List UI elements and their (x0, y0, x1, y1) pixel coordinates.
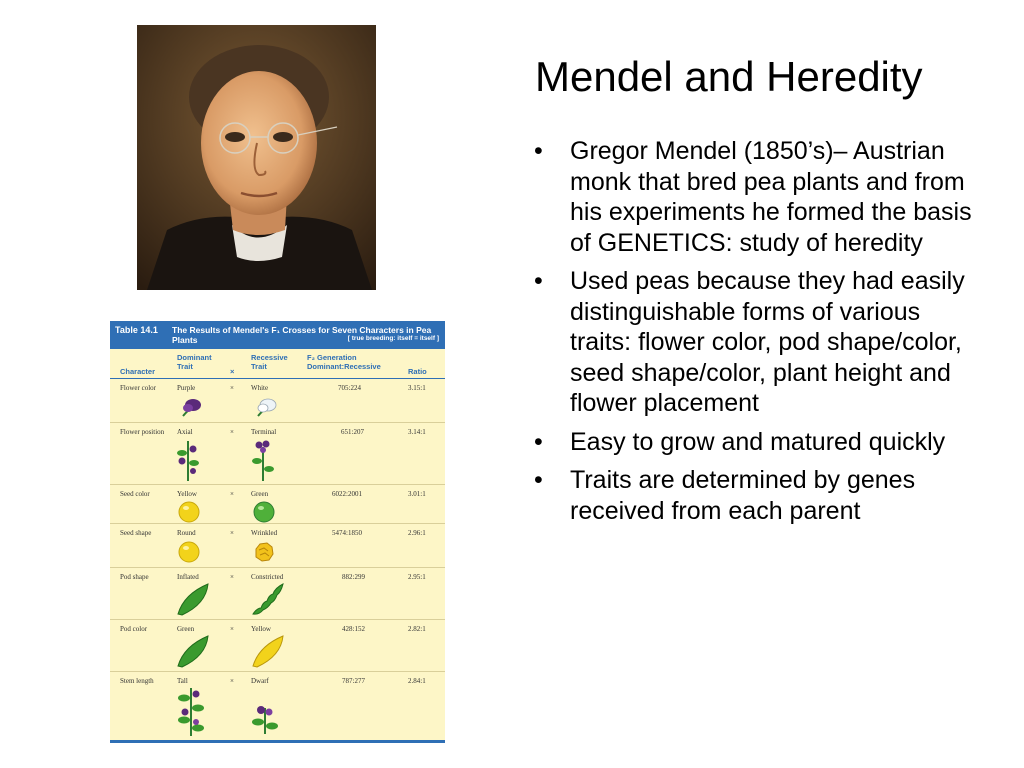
row-recessive: Constricted (251, 573, 284, 581)
inflated-pod-icon (176, 582, 212, 616)
header-dominant: Dominant Trait (177, 353, 212, 371)
table-note: [ true breeding: itself = itself ] (347, 335, 439, 342)
row-cross: × (230, 384, 234, 392)
bullet-icon: • (534, 466, 543, 494)
bullet-list (534, 136, 974, 534)
bullet-item (534, 266, 974, 419)
row-dominant: Axial (177, 428, 193, 436)
bullet-icon: • (534, 267, 543, 295)
row-f2: 5474:1850 (332, 529, 362, 537)
row-character: Pod color (120, 625, 148, 633)
row-dominant: Tall (177, 677, 188, 685)
bullet-text: Gregor Mendel (1850’s)– Austrian monk that bred pea plants and from his experiments he formed the basis of GENETICS: study of heredity (570, 137, 972, 257)
row-dominant: Inflated (177, 573, 199, 581)
row-character: Seed color (120, 490, 150, 498)
row-ratio: 3.15:1 (408, 384, 426, 392)
bullet-item (534, 427, 974, 458)
bullet-icon: • (534, 137, 543, 165)
row-recessive: Terminal (251, 428, 277, 436)
green-pod-icon (176, 634, 212, 668)
row-ratio: 2.95:1 (408, 573, 426, 581)
row-character: Seed shape (120, 529, 152, 537)
row-f2: 787:277 (342, 677, 365, 685)
yellow-pod-icon (251, 634, 287, 668)
row-recessive: Wrinkled (251, 529, 278, 537)
row-recessive: Green (251, 490, 269, 498)
bullet-text: Easy to grow and matured quickly (570, 427, 946, 456)
row-f2: 6022:2001 (332, 490, 362, 498)
bullet-item (534, 465, 974, 526)
mendel-portrait (137, 25, 376, 290)
row-f2: 882:299 (342, 573, 365, 581)
row-f2: 428:152 (342, 625, 365, 633)
row-dominant: Yellow (177, 490, 197, 498)
table-row (110, 672, 445, 738)
row-character: Flower color (120, 384, 156, 392)
row-f2: 651:207 (341, 428, 364, 436)
white-flower-icon (253, 396, 279, 420)
row-recessive: White (251, 384, 269, 392)
row-recessive: Dwarf (251, 677, 269, 685)
wrinkled-seed-icon (253, 541, 275, 563)
row-cross: × (230, 490, 234, 498)
mendel-crosses-table (110, 321, 445, 743)
row-character: Flower position (120, 428, 165, 436)
row-dominant: Green (177, 625, 195, 633)
row-dominant: Purple (177, 384, 196, 392)
bullet-text: Used peas because they had easily distinguishable forms of various traits: flower color, pod shape/color, seed shape/color, plant height and flower placement (570, 267, 965, 417)
table-row (110, 620, 445, 672)
row-cross: × (230, 428, 234, 436)
tall-plant-icon (176, 686, 206, 736)
bullet-item (534, 136, 974, 258)
row-cross: × (230, 677, 234, 685)
row-character: Stem length (120, 677, 154, 685)
table-row (110, 379, 445, 423)
header-ratio: Ratio (408, 367, 427, 376)
slide-title: Mendel and Heredity (535, 53, 923, 100)
table-title: The Results of Mendel's F₁ Crosses for Seven Characters in Pea Plants (172, 325, 432, 345)
purple-flower-icon (178, 396, 204, 420)
row-ratio: 2.84:1 (408, 677, 426, 685)
row-cross: × (230, 573, 234, 581)
table-number: Table 14.1 (115, 325, 158, 335)
row-f2: 705:224 (338, 384, 361, 392)
row-recessive: Yellow (251, 625, 271, 633)
yellow-seed-icon (178, 501, 200, 523)
header-f2: F₂ Generation Dominant:Recessive (307, 353, 381, 371)
round-seed-icon (178, 541, 200, 563)
green-seed-icon (253, 501, 275, 523)
row-character: Pod shape (120, 573, 149, 581)
table-row (110, 568, 445, 620)
header-cross: × (230, 367, 235, 376)
table-row (110, 524, 445, 568)
row-ratio: 3.14:1 (408, 428, 426, 436)
table-row (110, 485, 445, 524)
table-row (110, 423, 445, 485)
terminal-flower-plant-icon (251, 439, 275, 481)
row-ratio: 3.01:1 (408, 490, 426, 498)
axial-flower-plant-icon (176, 439, 200, 481)
row-ratio: 2.96:1 (408, 529, 426, 537)
row-ratio: 2.82:1 (408, 625, 426, 633)
header-recessive: Recessive Trait (251, 353, 288, 371)
dwarf-plant-icon (251, 702, 279, 734)
table-caption (110, 321, 445, 349)
row-dominant: Round (177, 529, 196, 537)
header-character: Character (120, 367, 156, 376)
table-column-headers (110, 349, 445, 379)
bullet-text: Traits are determined by genes received from each parent (570, 466, 916, 525)
constricted-pod-icon (251, 582, 287, 616)
row-cross: × (230, 529, 234, 537)
row-cross: × (230, 625, 234, 633)
bullet-icon: • (534, 427, 543, 456)
